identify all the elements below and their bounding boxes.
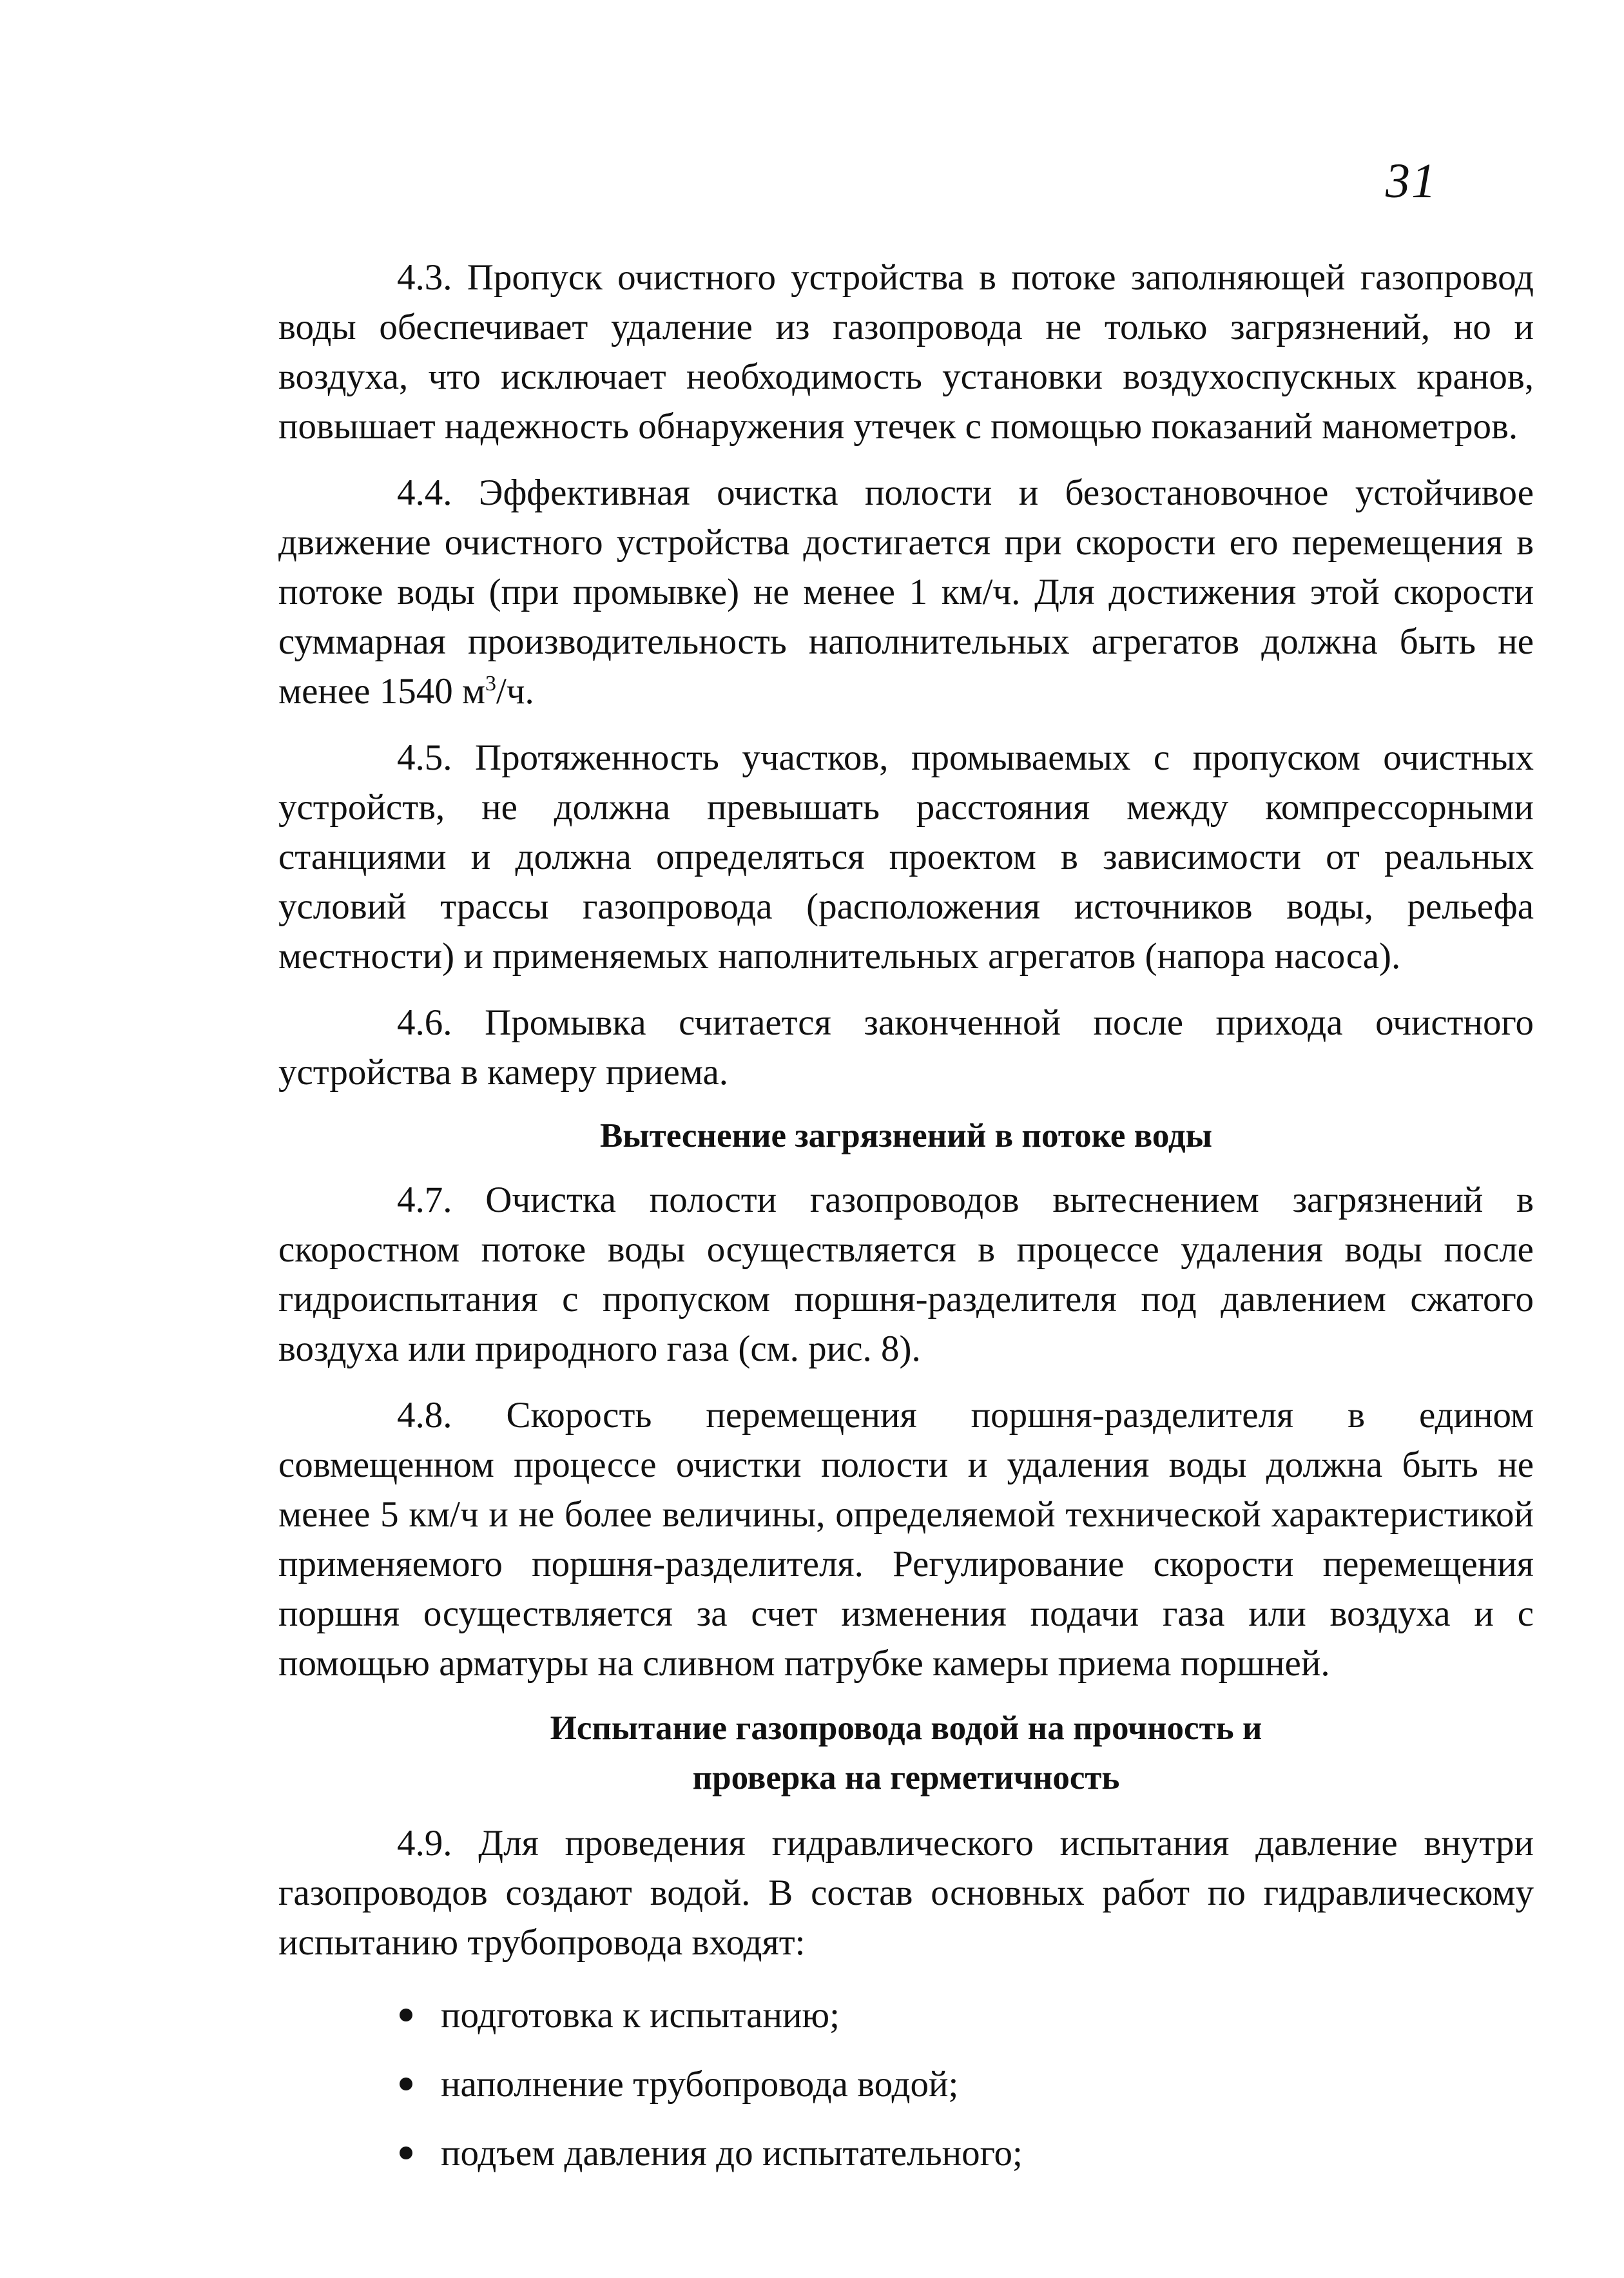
paragraph-4-9: 4.9. Для проведения гидравлического испытания давление внутри газопроводов создают водой. В состав основных работ по гидравлическому испытанию трубопровода входят: xyxy=(278,1823,1534,1963)
list-item-text: подготовка к испытанию; xyxy=(441,1995,840,2036)
bullet-icon xyxy=(400,2009,412,2021)
work-list xyxy=(278,1991,1534,2178)
list-item xyxy=(278,1991,1534,2040)
paragraph-4-4 xyxy=(278,468,1534,716)
section-heading-water-displacement: Вытеснение загрязнений в потоке воды xyxy=(599,1117,1213,1154)
paragraph-4-7: 4.7. Очистка полости газопроводов вытеснением загрязнений в скоростном потоке воды осуществляется в процессе удаления воды после гидроиспытания с пропуском поршня-разделителя под давлением сжатого воздуха или природного газа (см. рис. 8). xyxy=(278,1180,1534,1369)
bullet-icon xyxy=(400,2147,412,2159)
paragraph-4-5: 4.5. Протяженность участков, промываемых с пропуском очистных устройств, не должна превышать расстояния между компрессорными станциями и должна определяться проектом в зависимости от реальных условий трассы газопровода (расположения источников воды, рельефа местности) и применяемых наполнительных агрегатов (напора насоса). xyxy=(278,737,1534,977)
paragraph-4-4-end: /ч. xyxy=(496,671,534,712)
paragraph-4-8: 4.8. Скорость перемещения поршня-разделителя в едином совмещенном процессе очистки полости и удаления воды должна быть не менее 5 км/ч и не более величины, определяемой технической характеристикой применяемого поршня-разделителя. Регулирование скорости перемещения поршня осуществляется за счет изменения подачи газа или воздуха и с помощью арматуры на сливном патрубке камеры приема поршней. xyxy=(278,1395,1534,1684)
paragraph-4-3: 4.3. Пропуск очистного устройства в потоке заполняющей газопровод воды обеспечивает удаление из газопровода не только загрязнений, но и воздуха, что исключает необходимость установки воздухоспускных кранов, повышает надежность обнаружения утечек с помощью показаний манометров. xyxy=(278,257,1534,447)
paragraph-4-4-text: 4.4. Эффективная очистка полости и безостановочное устойчивое движение очистного устройства достигается при скорости его перемещения в потоке воды (при промывке) не менее 1 км/ч. Для достижения этой скорости суммарная производительность наполнительных агрегатов должна быть не менее 1540 м xyxy=(278,472,1534,712)
list-item-text: подъем давления до испытательного; xyxy=(441,2133,1023,2174)
list-item xyxy=(278,2059,1534,2109)
list-item xyxy=(278,2128,1534,2178)
document-body xyxy=(278,253,1534,2197)
superscript-3: 3 xyxy=(485,672,497,696)
section-heading-hydro-test-line1: Испытание газопровода водой на прочность и xyxy=(550,1709,1262,1747)
section-heading-hydro-test-line2: проверка на герметичность xyxy=(692,1759,1120,1796)
section-heading-hydro-test xyxy=(278,1704,1534,1803)
paragraph-4-6: 4.6. Промывка считается законченной после прихода очистного устройства в камеру приема. xyxy=(278,1002,1534,1093)
page-number: 31 xyxy=(1386,154,1437,208)
bullet-icon xyxy=(400,2078,412,2090)
list-item-text: наполнение трубопровода водой; xyxy=(441,2064,959,2105)
